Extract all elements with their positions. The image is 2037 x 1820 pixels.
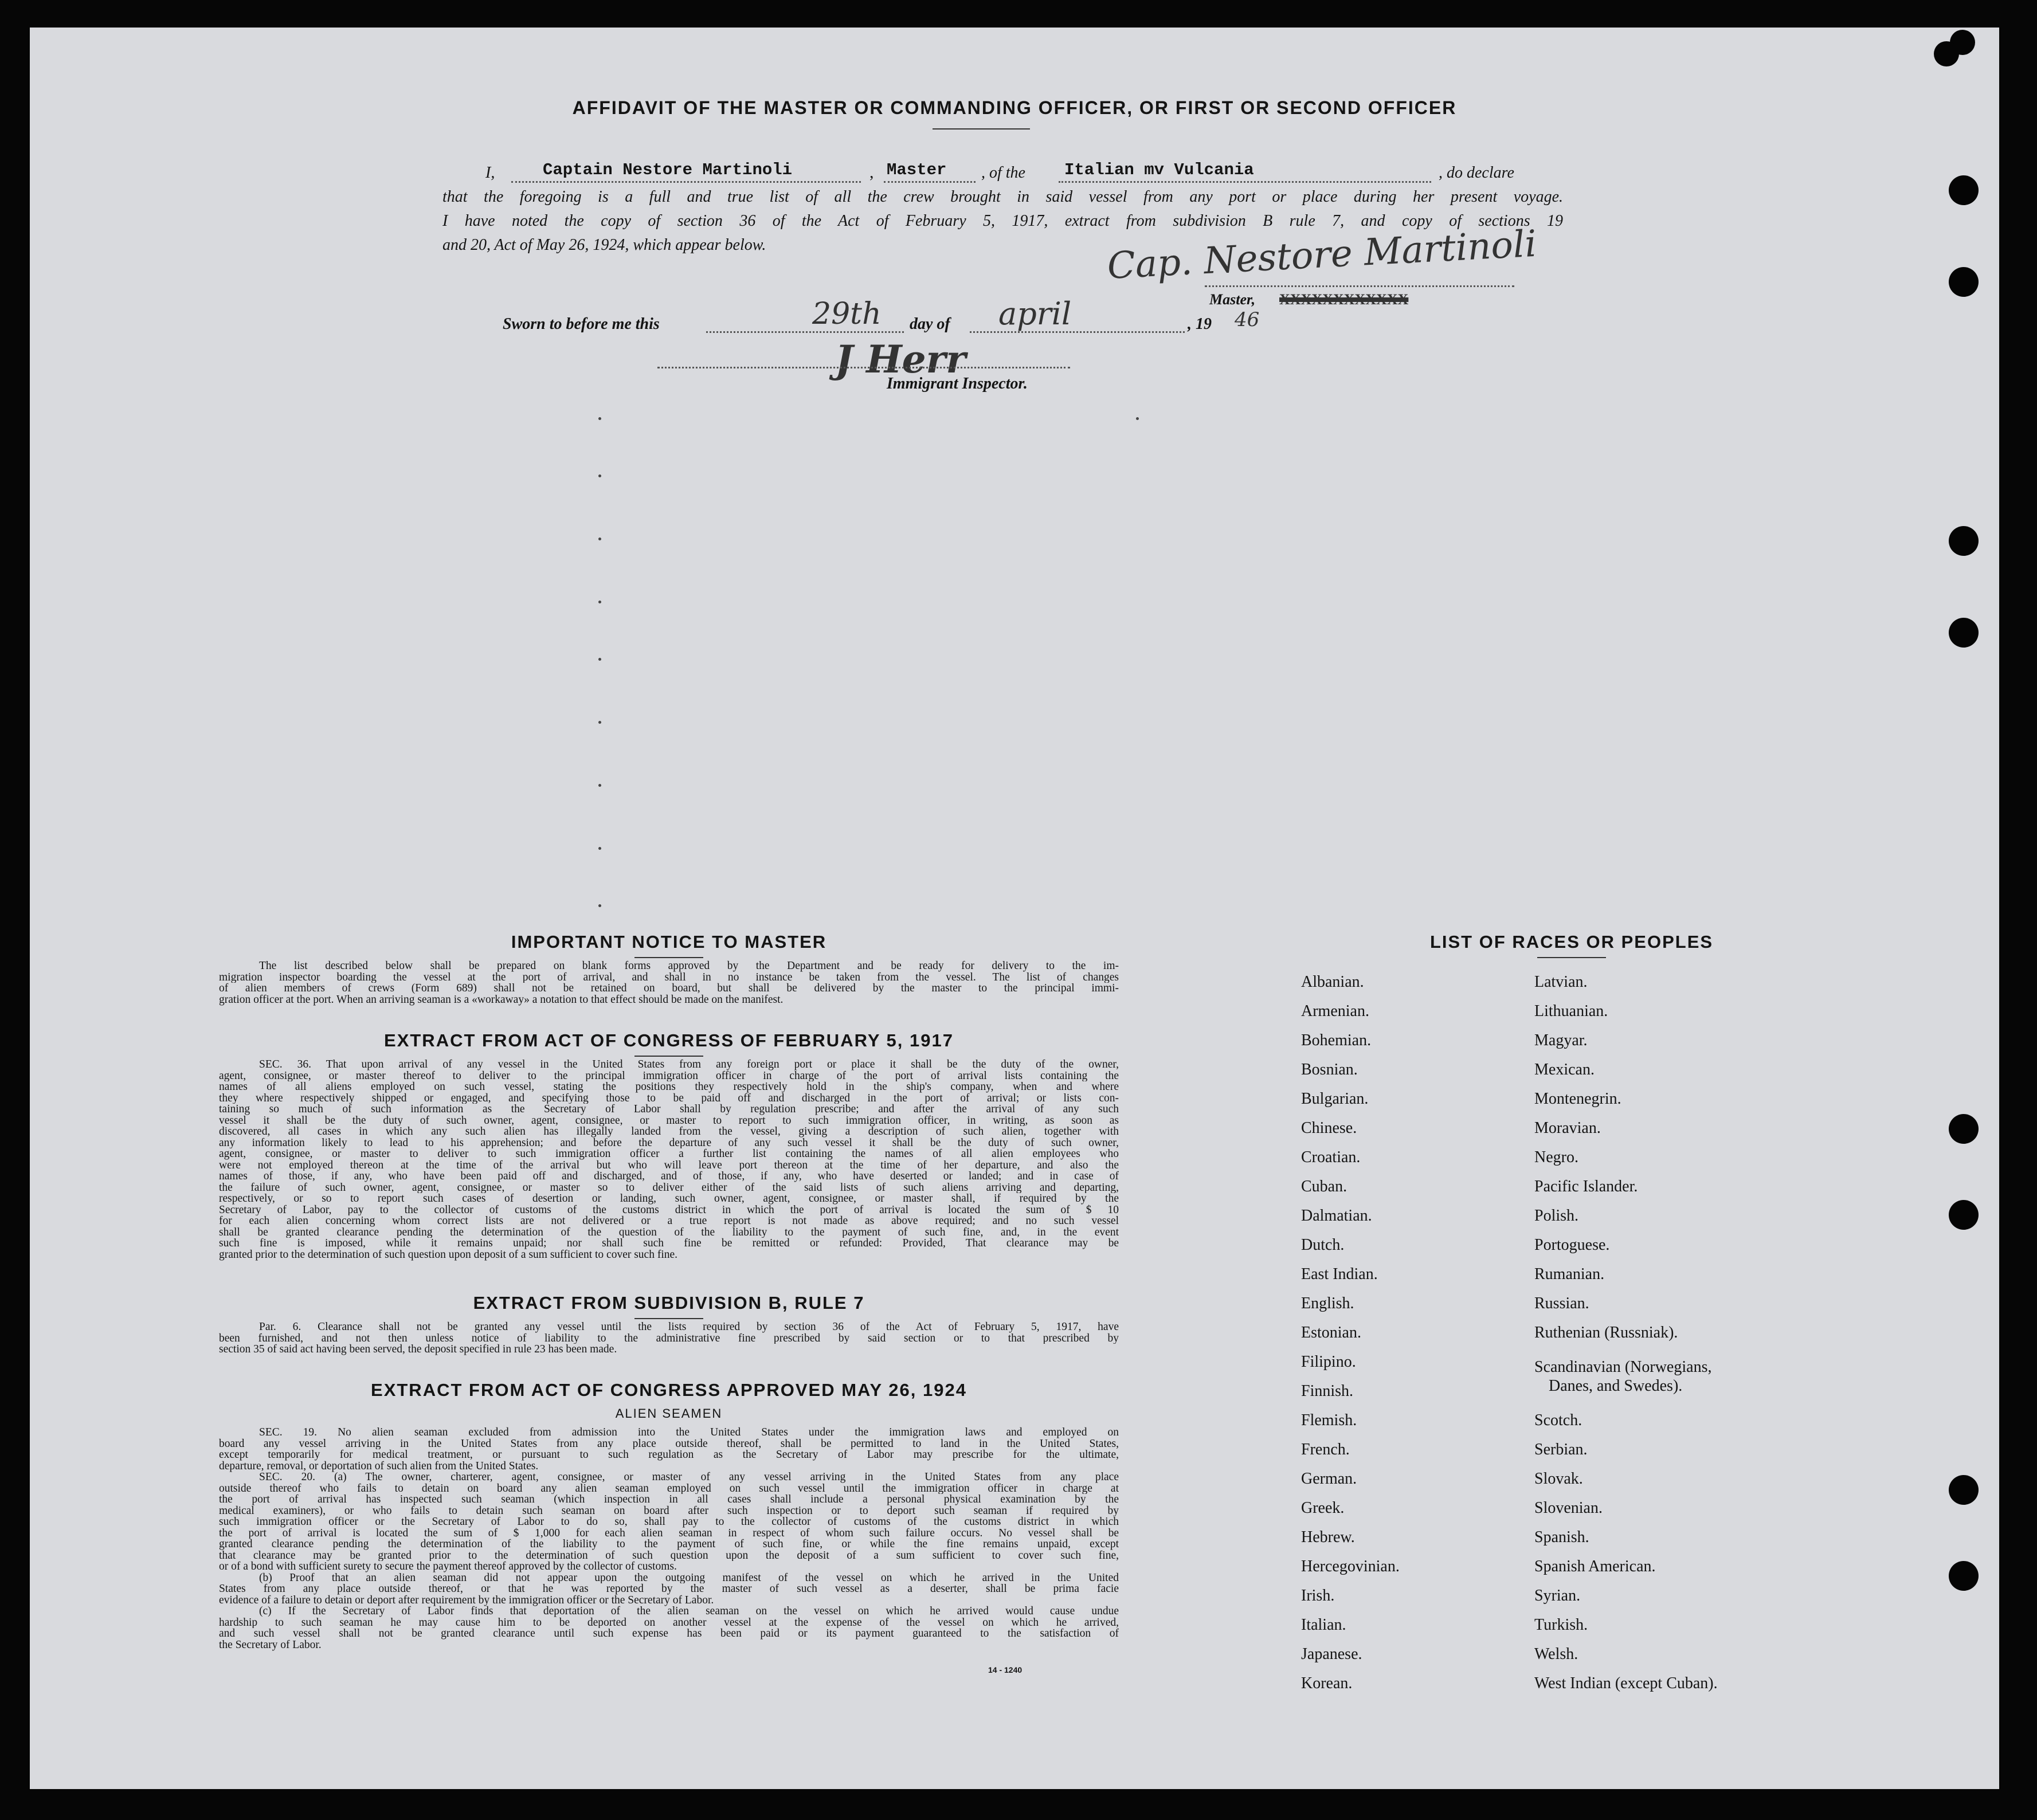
race-item: Lithuanian. <box>1534 1002 1608 1020</box>
of-the-label: , of the <box>981 164 1025 182</box>
race-item: Montenegrin. <box>1534 1090 1621 1108</box>
extract-1917-line: they where respectively shipped or engaged, and specifying those to be paid off and discharged in the port of arrival; or lists con- <box>219 1092 1119 1104</box>
race-item: Albanian. <box>1301 973 1364 991</box>
race-item: Bosnian. <box>1301 1061 1358 1078</box>
extract-1924-line: medical examiners), or who fails to detain such seaman on board after such inspection or to deport such seaman if required by <box>219 1505 1119 1516</box>
extract-1924-line: except temporarily for medical treatment, or pursuant to such regulation as the Secretary of Labor may prescribe for the ultimate, <box>219 1449 1119 1461</box>
race-item: English. <box>1301 1295 1354 1312</box>
race-item: Hebrew. <box>1301 1528 1355 1546</box>
race-item: Dutch. <box>1301 1236 1345 1254</box>
extract-1917-line: for each alien concerning whom correct lists are not delivered or a true report is not made as above required; and no such vessel <box>219 1215 1119 1227</box>
extract-1924-line: granted clearance pending the determination of the liability to the payment of such fine, or while the fine remains unpaid, except <box>219 1539 1119 1550</box>
extract-1917-line: were not employed thereon at the time of the arrival but who will leave port thereon at the time of her departure, and also the <box>219 1159 1119 1171</box>
race-item: Danes, and Swedes). <box>1549 1377 1683 1395</box>
race-item: Finnish. <box>1301 1382 1354 1400</box>
extract-1924-line: that clearance may be granted prior to the determination of such question upon the deposit of a sum sufficient to cover such fine, <box>219 1550 1119 1561</box>
extract-1924-line: such immigration officer or the Secretary of Labor to do so, shall pay to the collector of customs of the customs district in which <box>219 1516 1119 1528</box>
race-item: East Indian. <box>1301 1265 1378 1283</box>
day-of-label: day of <box>910 315 950 333</box>
master-name: Captain Nestore Martinoli <box>543 160 793 179</box>
race-item: Negro. <box>1534 1148 1578 1166</box>
extract-1924-text <box>219 1427 1119 1650</box>
name-dotted-line <box>511 181 861 183</box>
race-item: Korean. <box>1301 1674 1353 1692</box>
race-item: Irish. <box>1301 1587 1335 1605</box>
race-item: Polish. <box>1534 1207 1579 1225</box>
scan-dot <box>598 601 601 603</box>
i-label: I, <box>485 164 495 182</box>
extract-1917-text <box>219 1059 1119 1260</box>
extract-1917-line: Secretary of Labor, pay to the collector of customs of the customs district in which the port of arrival is located the sum of $ 10 <box>219 1204 1119 1215</box>
race-item: Turkish. <box>1534 1616 1588 1634</box>
extract-1917-line: granted prior to the determination of such question upon deposit of a sum sufficient to cover such fine. <box>219 1248 678 1261</box>
rule7-line: section 35 of said act having been served, the deposit specified in rule 23 has been made. <box>219 1343 617 1355</box>
race-item: Greek. <box>1301 1499 1345 1517</box>
extract-1924-line: SEC. 20. (a) The owner, charterer, agent, consignee, or master of any vessel arriving in the United States from any place <box>259 1472 1119 1483</box>
year-suffix: 46 <box>1235 308 1260 331</box>
extract-1924-line: departure, removal, or deportation of such alien from the United States. <box>219 1460 539 1472</box>
race-item: Russian. <box>1534 1295 1589 1312</box>
punch-hole <box>1949 1561 1979 1591</box>
scan-dot <box>598 784 601 787</box>
name-comma: , <box>869 163 874 182</box>
extract-1924-line: (c) If the Secretary of Labor finds that deportation of the alien seaman on the vessel on which he arrived would cause undue <box>259 1606 1119 1617</box>
form-number: 14 - 1240 <box>988 1665 1023 1674</box>
race-item: Latvian. <box>1534 973 1588 991</box>
signer-title: Master, <box>1209 291 1256 308</box>
scan-dot <box>598 847 601 850</box>
extract-1917-line: any information likely to lead to his apprehension; and before the departure of any such vessel it shall be the duty of such owner, <box>219 1137 1119 1148</box>
extract-1924-line: evidence of a failure to detain or deport after requirement by the immigration officer or the Secretary of Labor. <box>219 1594 714 1606</box>
extract-1917-line: taining so much of such information as the Secretary of Labor shall by regulation prescribe; and after the arrival of any such <box>219 1104 1119 1115</box>
rule7-underline <box>634 1318 703 1319</box>
inspector-signature-line <box>657 367 1070 368</box>
inspector-signature: J Herr <box>835 337 966 382</box>
race-item: Mexican. <box>1534 1061 1595 1078</box>
notice-underline <box>634 957 703 958</box>
scan-dot <box>598 538 601 540</box>
scan-dot <box>598 904 601 907</box>
document-page <box>30 28 1999 1789</box>
extract-1924-line: SEC. 19. No alien seaman excluded from admission into the United States under the immigration laws and employed on <box>259 1427 1119 1438</box>
year-prefix: , 19 <box>1188 315 1212 333</box>
extract-1924-line: hardship to such seaman he may cause him to be deported on another vessel at the expense of the vessel on which he arrived, <box>219 1617 1119 1628</box>
extract-1917-line: names of those, if any, who have been paid off and discharged, and of those, if any, who have deserted or landed; and in case of <box>219 1171 1119 1182</box>
extract-1917-line: agent, consignee, or master to deliver to such immigration officer a further list containing the names of all alien employees who <box>219 1148 1119 1160</box>
alien-seamen-subtitle: ALIEN SEAMEN <box>615 1406 723 1421</box>
notice-line: migration inspector boarding the vessel at the port of arrival, and shall in no instance be taken from the vessel. The list of changes <box>219 971 1119 983</box>
extract-1917-line: shall be granted clearance pending the determination of the question of the liability to the payment of such fine, and, in the event <box>219 1226 1119 1238</box>
sworn-label: Sworn to before me this <box>503 315 660 333</box>
race-item: Armenian. <box>1301 1002 1369 1020</box>
race-item: Bohemian. <box>1301 1031 1372 1049</box>
scan-dot <box>598 721 601 724</box>
notice-text <box>219 960 1119 1005</box>
extract-1924-line: the port of arrival has inspected such seaman (which inspection in all cases shall include a personal physical examination by the <box>219 1494 1119 1505</box>
race-item: Scotch. <box>1534 1411 1582 1429</box>
title-underline <box>933 128 1030 130</box>
punch-hole <box>1949 1114 1979 1144</box>
punch-hole <box>1949 1200 1979 1230</box>
race-item: Magyar. <box>1534 1031 1588 1049</box>
race-item: Dalmatian. <box>1301 1207 1372 1225</box>
race-item: Syrian. <box>1534 1587 1581 1605</box>
extract-1924-line: (b) Proof that an alien seaman did not appear upon the outgoing manifest of the vessel on which he arrived in the United <box>259 1572 1119 1583</box>
race-item: Filipino. <box>1301 1353 1356 1371</box>
punch-hole <box>1949 1475 1979 1505</box>
extract-1924-line: the Secretary of Labor. <box>219 1638 322 1651</box>
race-item: Estonian. <box>1301 1324 1361 1342</box>
race-item: German. <box>1301 1470 1357 1488</box>
declaration-line-1: that the foregoing is a full and true list of all the crew brought in said vessel from any port or place during her present voyage. <box>442 188 1563 206</box>
scan-dot <box>598 417 601 420</box>
punch-hole <box>1949 618 1979 648</box>
declaration-line-3: and 20, Act of May 26, 1924, which appear below. <box>442 236 766 254</box>
punch-hole <box>1949 267 1979 297</box>
rule7-line: been furnished, and not then unless notice of liability to the administrative fine prescribed by said section or to that prescribed by <box>219 1332 1119 1344</box>
races-title: LIST OF RACES OR PEOPLES <box>1429 932 1714 952</box>
vessel-name: Italian mv Vulcania <box>1064 160 1254 179</box>
race-item: Croatian. <box>1301 1148 1361 1166</box>
race-item: Spanish American. <box>1534 1558 1656 1575</box>
extract-1924-line: or of a bond with sufficient surety to secure the payment thereof approved by the collector of customs. <box>219 1560 677 1572</box>
race-item: French. <box>1301 1441 1350 1458</box>
scan-dot <box>1136 417 1139 420</box>
race-item: Slovak. <box>1534 1470 1583 1488</box>
extract-1924-line: the port of arrival is located the sum of $ 1,000 for each alien seaman in respect of whom such failure occurs. No vessel shall be <box>219 1527 1119 1539</box>
sworn-month: april <box>998 296 1072 332</box>
race-item: Welsh. <box>1534 1645 1578 1663</box>
rule7-line: Par. 6. Clearance shall not be granted any vessel until the lists required by section 36 of the Act of February 5, 1917, have <box>259 1321 1119 1333</box>
race-item: Serbian. <box>1534 1441 1588 1458</box>
race-item: Flemish. <box>1301 1411 1357 1429</box>
master-signature: Cap. Nestore Martinoli <box>1106 222 1538 288</box>
extract-1917-line: such fine is imposed, while it remains unpaid; nor shall such fine be remitted or refunded: Provided, That clearance may be <box>219 1238 1119 1249</box>
race-item: Hercegovinian. <box>1301 1558 1400 1575</box>
master-role: Master <box>887 160 947 179</box>
do-declare-label: , do declare <box>1439 164 1514 182</box>
inspector-label: Immigrant Inspector. <box>887 375 1028 393</box>
extract-1917-line: vessel it shall be the duty of such owner, agent, consignee, or master to report to such immigration officer, in writing, as soon as <box>219 1115 1119 1126</box>
signer-title-struck: XXXXXXXXXXXX <box>1279 291 1409 308</box>
extract-1917-line: names of all aliens employed on such vessel, stating the positions they respectively hold in the ship's company, when and where <box>219 1081 1119 1093</box>
race-item: Moravian. <box>1534 1119 1601 1137</box>
scan-dot <box>598 658 601 661</box>
punch-hole <box>1949 175 1979 205</box>
extract-1917-line: SEC. 36. That upon arrival of any vessel in the United States from any foreign port or place it shall be the duty of the owner, <box>259 1059 1119 1070</box>
rule7-text <box>219 1321 1119 1355</box>
punch-hole <box>1949 526 1979 556</box>
declaration-line-2: I have noted the copy of section 36 of the Act of February 5, 1917, extract from subdivision B rule 7, and copy of sections 19 <box>442 212 1563 230</box>
punch-hole <box>1934 41 1959 66</box>
race-item: Slovenian. <box>1534 1499 1603 1517</box>
races-underline <box>1537 957 1606 958</box>
extract-1917-line: respectively, or so to report such cases of desertion or landing, such owner, agent, consignee, or master shall, if required by the <box>219 1193 1119 1205</box>
notice-line: gration officer at the port. When an arriving seaman is a «workaway» a notation to that effect should be made on the manifest. <box>219 993 784 1006</box>
race-item: Ruthenian (Russniak). <box>1534 1324 1678 1342</box>
sworn-day: 29th <box>812 297 882 331</box>
affidavit-title: AFFIDAVIT OF THE MASTER OR COMMANDING OFFICER, OR FIRST OR SECOND OFFICER <box>572 97 1457 118</box>
extract-1917-title: EXTRACT FROM ACT OF CONGRESS OF FEBRUARY 5, 1917 <box>384 1030 954 1050</box>
extract-1924-line: States from any place outside thereof, or that he was reported by the master of such vessel as a deserter, shall be prima facie <box>219 1583 1119 1595</box>
extract-1924-line: board any vessel arriving in the United States from any place outside thereof, shall be permitted to land in the United States, <box>219 1438 1119 1449</box>
race-item: Pacific Islander. <box>1534 1178 1638 1195</box>
notice-title: IMPORTANT NOTICE TO MASTER <box>511 932 827 952</box>
day-dotted-line <box>706 331 904 333</box>
month-dotted-line <box>970 331 1185 333</box>
race-item: Bulgarian. <box>1301 1090 1369 1108</box>
extract-1917-underline <box>634 1056 703 1057</box>
race-item: Rumanian. <box>1534 1265 1605 1283</box>
role-dotted-line <box>884 181 976 183</box>
extract-1924-title: EXTRACT FROM ACT OF CONGRESS APPROVED MAY 26, 1924 <box>371 1380 967 1400</box>
extract-1924-line: and such vessel shall not be granted clearance until such expense has been paid or its payment guaranteed to the satisfaction of <box>219 1628 1119 1639</box>
rule7-title: EXTRACT FROM SUBDIVISION B, RULE 7 <box>473 1293 865 1313</box>
race-item: Italian. <box>1301 1616 1346 1634</box>
race-item: Scandinavian (Norwegians, <box>1534 1358 1712 1376</box>
extract-1917-line: the failure of such owner, agent, consignee, or master so to deliver either of the said lists of such aliens arriving and departing, <box>219 1182 1119 1193</box>
race-item: Japanese. <box>1301 1645 1362 1663</box>
notice-line: The list described below shall be prepared on blank forms approved by the Department and be ready for delivery to the im- <box>259 960 1119 972</box>
vessel-dotted-line <box>1059 181 1431 183</box>
scan-dot <box>598 474 601 477</box>
race-item: West Indian (except Cuban). <box>1534 1674 1718 1692</box>
race-item: Portoguese. <box>1534 1236 1610 1254</box>
race-item: Cuban. <box>1301 1178 1347 1195</box>
race-item: Spanish. <box>1534 1528 1589 1546</box>
notice-line: of alien members of crews (Form 689) shall not be retained on board, but shall be delivered by the master to the principal immi- <box>219 983 1119 994</box>
master-signature-line <box>1205 285 1514 287</box>
extract-1917-line: discovered, all cases in which any such alien has illegally landed from the vessel, giving a description of such alien, together with <box>219 1126 1119 1138</box>
extract-1917-line: agent, consignee, or master thereof to deliver to the principal immigration officer in charge of the port of arrival lists containing the <box>219 1070 1119 1081</box>
extract-1924-line: outside thereof who fails to detain on board any alien seaman employed on such vessel until the immigration officer in charge at <box>219 1482 1119 1494</box>
race-item: Chinese. <box>1301 1119 1357 1137</box>
